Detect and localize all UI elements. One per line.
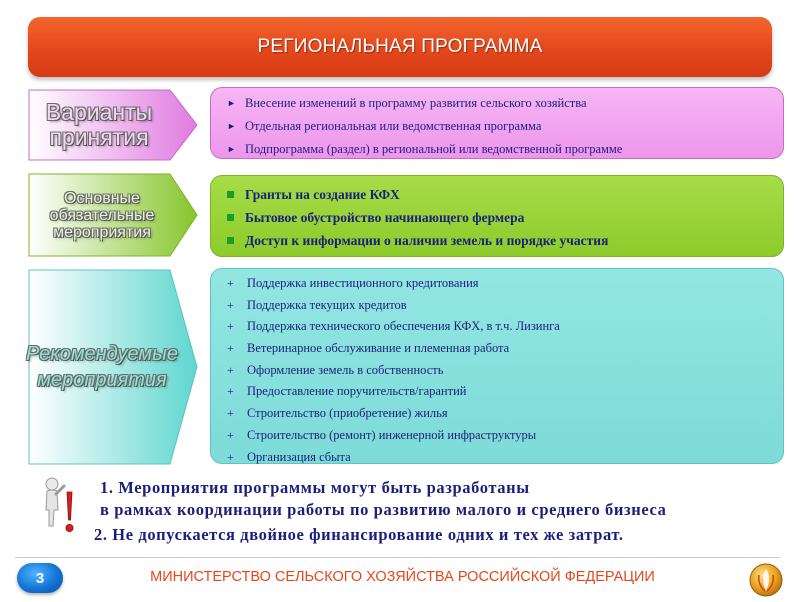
- note-2: 2. Не допускается двойное финансирование одних и тех же затрат.: [94, 525, 624, 544]
- section-label-line: Варианты: [45, 99, 153, 125]
- triangle-bullet-icon: ►: [227, 121, 236, 131]
- list-item: [225, 229, 783, 252]
- plus-bullet-icon: +: [227, 276, 234, 290]
- mandatory-list: [225, 183, 783, 252]
- section-label-mandatory: [28, 173, 198, 257]
- list-item-text: Предоставление поручительств/гарантий: [247, 384, 467, 399]
- recommended-list: [227, 273, 783, 468]
- list-item-text: Строительство (приобретение) жилья: [247, 406, 448, 421]
- section-label-line: мероприятия: [53, 223, 151, 241]
- list-item: [225, 183, 783, 206]
- plus-bullet-icon: +: [227, 297, 234, 312]
- list-item-text: Доступ к информации о наличии земель и порядке участия: [245, 233, 609, 248]
- list-item-text: Внесение изменений в программу развития сельского хозяйства: [245, 96, 587, 110]
- plus-bullet-icon: +: [227, 384, 234, 399]
- list-item-text: Отдельная региональная или ведомственная программа: [245, 119, 542, 133]
- exclamation-person-icon: [38, 476, 86, 538]
- list-item: [227, 92, 783, 115]
- plus-bullet-icon: +: [227, 406, 234, 421]
- plus-bullet-icon: +: [227, 362, 234, 377]
- panel-variants: [210, 87, 784, 159]
- plus-bullet-icon: +: [227, 427, 234, 442]
- list-item: [227, 138, 783, 161]
- page-title: РЕГИОНАЛЬНАЯ ПРОГРАММА: [257, 36, 543, 57]
- ministry-name: МИНИСТЕРСТВО СЕЛЬСКОГО ХОЗЯЙСТВА РОССИЙСКОЙ ФЕДЕРАЦИИ: [150, 569, 655, 585]
- triangle-bullet-icon: ►: [227, 144, 236, 154]
- ministry-emblem-icon: [748, 563, 784, 597]
- section-label-line: обязательные: [49, 206, 155, 224]
- plus-bullet-icon: +: [227, 341, 234, 356]
- square-bullet-icon: [227, 214, 234, 221]
- title-bar: [28, 17, 772, 77]
- section-label-line: Основные: [64, 189, 140, 207]
- section-label-line: принятия: [49, 124, 149, 150]
- note-1: 1. Мероприятия программы могут быть разработаны: [100, 478, 530, 497]
- list-item-text: Поддержка технического обеспечения КФХ, в т.ч. Лизинга: [247, 319, 560, 334]
- list-item-text: Гранты на создание КФХ: [245, 187, 400, 202]
- list-item-text: Организация сбыта: [247, 449, 351, 464]
- section-label-recommended: [28, 269, 198, 465]
- plus-bullet-icon: +: [227, 449, 234, 464]
- page-number-badge: [17, 563, 63, 593]
- list-item: [227, 447, 783, 469]
- variants-list: [227, 92, 783, 161]
- list-item: [227, 360, 783, 382]
- section-label-line: мероприятия: [37, 369, 167, 391]
- section-label-line: Рекомендуемые: [26, 343, 178, 365]
- list-item: [227, 316, 783, 338]
- panel-recommended: [210, 268, 784, 464]
- list-item: [227, 381, 783, 403]
- list-item: [227, 338, 783, 360]
- triangle-bullet-icon: ►: [227, 98, 236, 108]
- list-item: [225, 206, 783, 229]
- list-item: [227, 273, 783, 295]
- plus-bullet-icon: +: [227, 319, 234, 334]
- square-bullet-icon: [227, 191, 234, 198]
- list-item: [227, 425, 783, 447]
- note-1-continuation: в рамках координации работы по развитию малого и среднего бизнеса: [100, 500, 667, 519]
- footer-divider: [15, 557, 780, 558]
- page-number: 3: [35, 569, 45, 587]
- list-item: [227, 295, 783, 317]
- square-bullet-icon: [227, 237, 234, 244]
- section-label-variants: [28, 89, 198, 161]
- list-item-text: Поддержка текущих кредитов: [247, 297, 407, 312]
- list-item-text: Ветеринарное обслуживание и племенная работа: [247, 341, 510, 356]
- list-item-text: Строительство (ремонт) инженерной инфраструктуры: [247, 427, 537, 442]
- list-item: [227, 403, 783, 425]
- list-item: [227, 115, 783, 138]
- list-item-text: Оформление земель в собственность: [247, 362, 444, 377]
- list-item-text: Бытовое обустройство начинающего фермера: [245, 210, 525, 225]
- panel-mandatory: [210, 175, 784, 257]
- list-item-text: Поддержка инвестиционного кредитования: [247, 276, 479, 290]
- list-item-text: Подпрограмма (раздел) в региональной или ведомственной программе: [245, 142, 623, 156]
